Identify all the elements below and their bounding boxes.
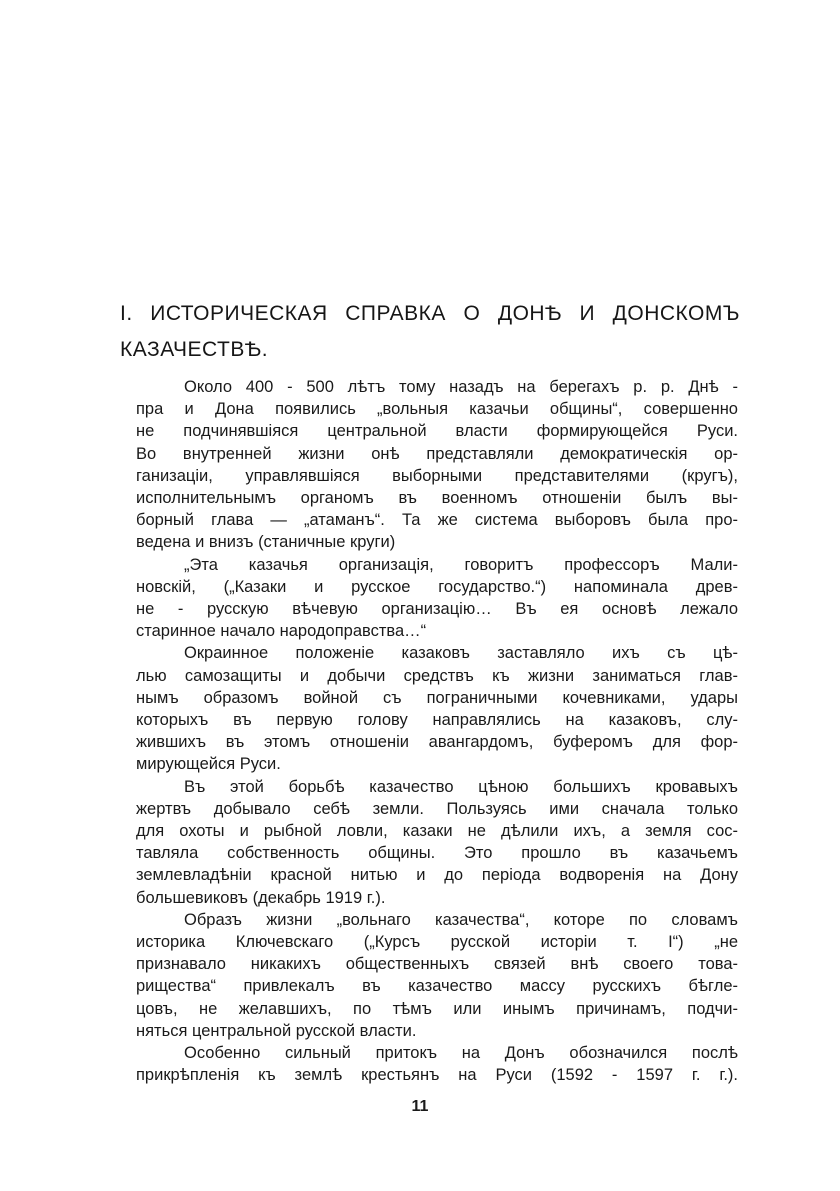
page-number: 11: [411, 1098, 429, 1115]
text-line: няться центральной русской власти.: [136, 1021, 417, 1040]
chapter-heading-line-1: I. ИСТОРИЧЕСКАЯ СПРАВКА О ДОНѢ И ДОНСКОМЪ: [120, 302, 740, 325]
text-line: Во внутренней жизни онѣ представляли демократическія ор-: [136, 444, 738, 463]
paragraph: [136, 1042, 738, 1086]
chapter-heading: [120, 296, 740, 368]
text-line: исполнительнымъ органомъ въ военномъ отношеніи былъ вы-: [136, 489, 738, 508]
text-line: пра и Дона появились „вольныя казачьи общины“, совершенно: [136, 400, 738, 419]
text-line: новскій, („Казаки и русское государство.“) напоминала древ-: [136, 577, 738, 596]
text-line: Окраинное положеніе казаковъ заставляло ихъ съ цѣ-: [184, 644, 738, 663]
body-text: [136, 376, 738, 1087]
text-line: жившихъ въ этомъ отношеніи авангардомъ, буферомъ для фор-: [136, 733, 738, 752]
text-line: рищества“ привлекалъ въ казачество массу русскихъ бѣгле-: [136, 977, 738, 996]
text-line: ведена и внизъ (станичные круги): [136, 533, 396, 552]
text-line: Образъ жизни „вольнаго казачества“, которе по словамъ: [184, 910, 738, 929]
text-line: жертвъ добывало себѣ земли. Пользуясь ими сначала только: [136, 799, 738, 818]
text-line: „Эта казачья организація, говоритъ профессоръ Мали-: [184, 555, 738, 574]
text-line: лью самозащиты и добычи средствъ къ жизни заниматься глав-: [136, 666, 738, 685]
text-line: борный глава — „атаманъ“. Та же система выборовъ была про-: [136, 511, 738, 530]
text-line: старинное начало народоправства…“: [136, 622, 427, 641]
text-line: большевиковъ (декабрь 1919 г.).: [136, 888, 386, 907]
text-line: историка Ключевскаго („Курсъ русской исторіи т. I“) „не: [136, 933, 738, 952]
text-line: Въ этой борьбѣ казачество цѣною большихъ кровавыхъ: [184, 777, 738, 796]
text-line: для охоты и рыбной ловли, казаки не дѣлили ихъ, а земля сос-: [136, 822, 738, 841]
text-line: землевладѣніи красной нитью и до періода водворенія на Дону: [136, 866, 738, 885]
text-line: Около 400 - 500 лѣтъ тому назадъ на берегахъ р. р. Днѣ -: [184, 378, 738, 396]
text-line: Особенно сильный притокъ на Донъ обозначился послѣ: [184, 1044, 738, 1063]
paragraph: [136, 909, 738, 1042]
text-line: нымъ образомъ войной съ пограничными кочевниками, удары: [136, 688, 738, 707]
paragraph: [136, 376, 738, 554]
paragraph: [136, 776, 738, 909]
chapter-heading-line-2: КАЗАЧЕСТВѢ.: [120, 338, 269, 361]
text-line: цовъ, не желавшихъ, по тѣмъ или инымъ причинамъ, подчи-: [136, 999, 738, 1018]
text-line: тавляла собственность общины. Это прошло въ казачьемъ: [136, 844, 738, 863]
text-line: ганизаціи, управлявшіяся выборными представителями (кругъ),: [136, 466, 738, 485]
text-line: признавало никакихъ общественныхъ связей внѣ своего това-: [136, 955, 738, 974]
paragraph: [136, 554, 738, 643]
text-line: прикрѣпленія къ землѣ крестьянъ на Руси (1592 - 1597 г. г.).: [136, 1066, 738, 1085]
paragraph: [136, 642, 738, 775]
text-line: не подчинявшіяся центральной власти формирующейся Руси.: [136, 422, 738, 441]
text-line: которыхъ въ первую голову направлялись на казаковъ, слу-: [136, 711, 738, 730]
text-line: не - русскую вѣчевую организацію… Въ ея основѣ лежало: [136, 600, 738, 619]
text-line: мирующейся Руси.: [136, 755, 281, 774]
